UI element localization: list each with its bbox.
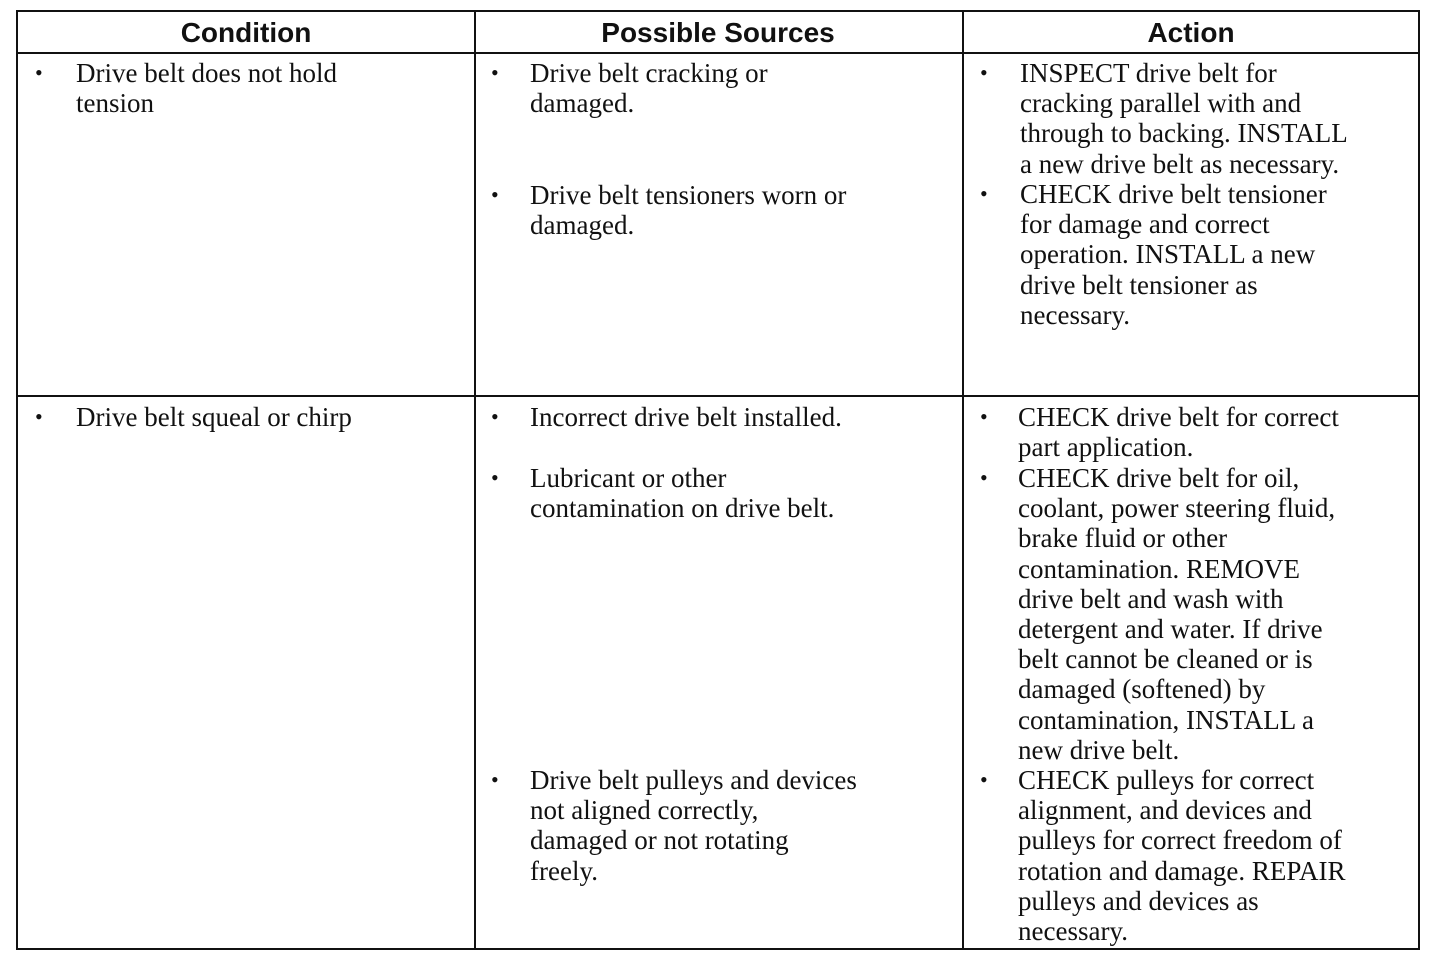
bullet-icon: • <box>491 182 499 207</box>
bullet-icon: • <box>980 181 988 206</box>
column-divider <box>962 12 964 948</box>
bullet-icon: • <box>491 767 499 792</box>
source-text: Drive belt pulleys and devices not aligned correctly, damaged or not rotating freely. <box>530 765 857 886</box>
bullet-icon: • <box>491 404 499 429</box>
bullet-icon: • <box>35 60 43 85</box>
condition-text: Drive belt squeal or chirp <box>76 402 352 432</box>
bullet-icon: • <box>980 465 988 490</box>
action-text: INSPECT drive belt for cracking parallel with and through to backing. INSTALL a new drive belt as necessary. <box>1020 58 1348 179</box>
row-divider <box>18 395 1418 397</box>
source-text: Incorrect drive belt installed. <box>530 402 842 432</box>
action-text: CHECK drive belt tensioner for damage and correct operation. INSTALL a new drive belt tensioner as necessary. <box>1020 179 1327 330</box>
table-header-row <box>18 12 1418 54</box>
bullet-icon: • <box>35 404 43 429</box>
condition-text: Drive belt does not hold tension <box>76 58 337 119</box>
header-action: Action <box>1147 17 1235 48</box>
action-text: CHECK pulleys for correct alignment, and devices and pulleys for correct freedom of rotation and damage. REPAIR pulleys and devices as necessary. <box>1018 765 1346 947</box>
column-divider <box>474 12 476 948</box>
bullet-icon: • <box>980 60 988 85</box>
diagnosis-table <box>16 10 1420 950</box>
source-text: Drive belt cracking or damaged. <box>530 58 768 119</box>
bullet-icon: • <box>491 60 499 85</box>
source-text: Drive belt tensioners worn or damaged. <box>530 180 847 241</box>
bullet-icon: • <box>980 404 988 429</box>
source-text: Lubricant or other contamination on drive belt. <box>530 463 835 524</box>
action-text: CHECK drive belt for correct part application. <box>1018 402 1339 463</box>
bullet-icon: • <box>491 465 499 490</box>
header-possible-sources: Possible Sources <box>601 17 835 48</box>
action-text: CHECK drive belt for oil, coolant, power steering fluid, brake fluid or other contamination. REMOVE drive belt and wash with detergent and water. If drive belt cannot be cleaned or is damaged (softened) by contamination, INSTALL a new drive belt. <box>1018 463 1336 765</box>
bullet-icon: • <box>980 767 988 792</box>
header-condition: Condition <box>180 17 312 48</box>
